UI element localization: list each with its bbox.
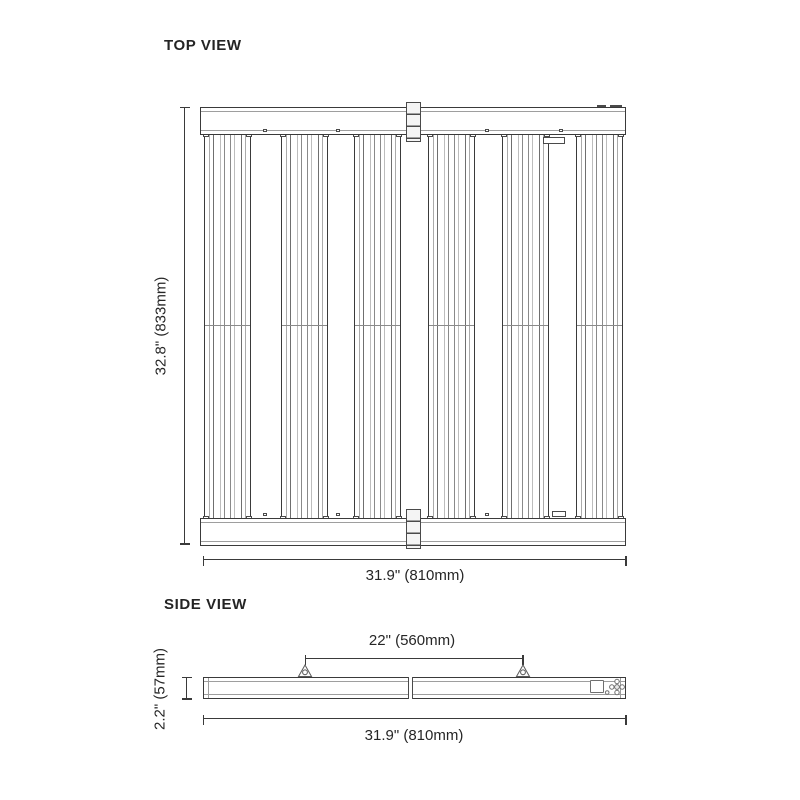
- marking-dash: [610, 105, 622, 107]
- side-view-width-dimension-line: [203, 718, 626, 719]
- screw-dot: [263, 513, 267, 516]
- screw-dot: [263, 129, 267, 132]
- bar-seam-line: [282, 325, 327, 326]
- top-view-height-dimension-line: [184, 107, 185, 544]
- side-view-height-dimension-label: 2.2" (57mm): [151, 647, 169, 731]
- bar-seam-line: [503, 325, 548, 326]
- marking-dash: [597, 105, 606, 107]
- marking-label-box: [543, 137, 565, 144]
- screw-dot: [485, 513, 489, 516]
- top-view-width-dimension-label: 31.9" (810mm): [365, 567, 465, 584]
- hanger-spacing-dimension-line: [305, 658, 523, 659]
- rail-connector-bottom-icon: [406, 509, 421, 549]
- top-view-width-dimension-line: [203, 559, 626, 560]
- led-bar: [502, 134, 549, 519]
- marking-label-box: [552, 511, 566, 517]
- led-bar: [576, 134, 623, 519]
- top-view-title: TOP VIEW: [164, 37, 242, 54]
- side-center-seam: [408, 677, 413, 699]
- control-buttons-icon: [604, 677, 630, 704]
- top-view-height-dimension-label: 32.8" (833mm): [152, 276, 170, 376]
- led-bar: [281, 134, 328, 519]
- fixture-side-drawing: [203, 677, 626, 699]
- screw-dot: [336, 129, 340, 132]
- screw-dot: [559, 129, 563, 132]
- screw-dot: [336, 513, 340, 516]
- rail-connector-top-icon: [406, 102, 421, 142]
- led-bar: [204, 134, 251, 519]
- side-view-height-dimension-line: [186, 677, 187, 699]
- hanger-spacing-dimension-label: 22" (560mm): [368, 632, 456, 649]
- display-panel-icon: [590, 680, 604, 693]
- bar-seam-line: [355, 325, 400, 326]
- led-bar: [428, 134, 475, 519]
- bar-seam-line: [577, 325, 622, 326]
- side-endcap-line: [208, 678, 209, 698]
- led-bar: [354, 134, 401, 519]
- side-view-width-dimension-label: 31.9" (810mm): [364, 727, 464, 744]
- side-view-title: SIDE VIEW: [164, 596, 247, 613]
- screw-dot: [485, 129, 489, 132]
- bar-seam-line: [205, 325, 250, 326]
- led-bars: [204, 134, 623, 519]
- bar-seam-line: [429, 325, 474, 326]
